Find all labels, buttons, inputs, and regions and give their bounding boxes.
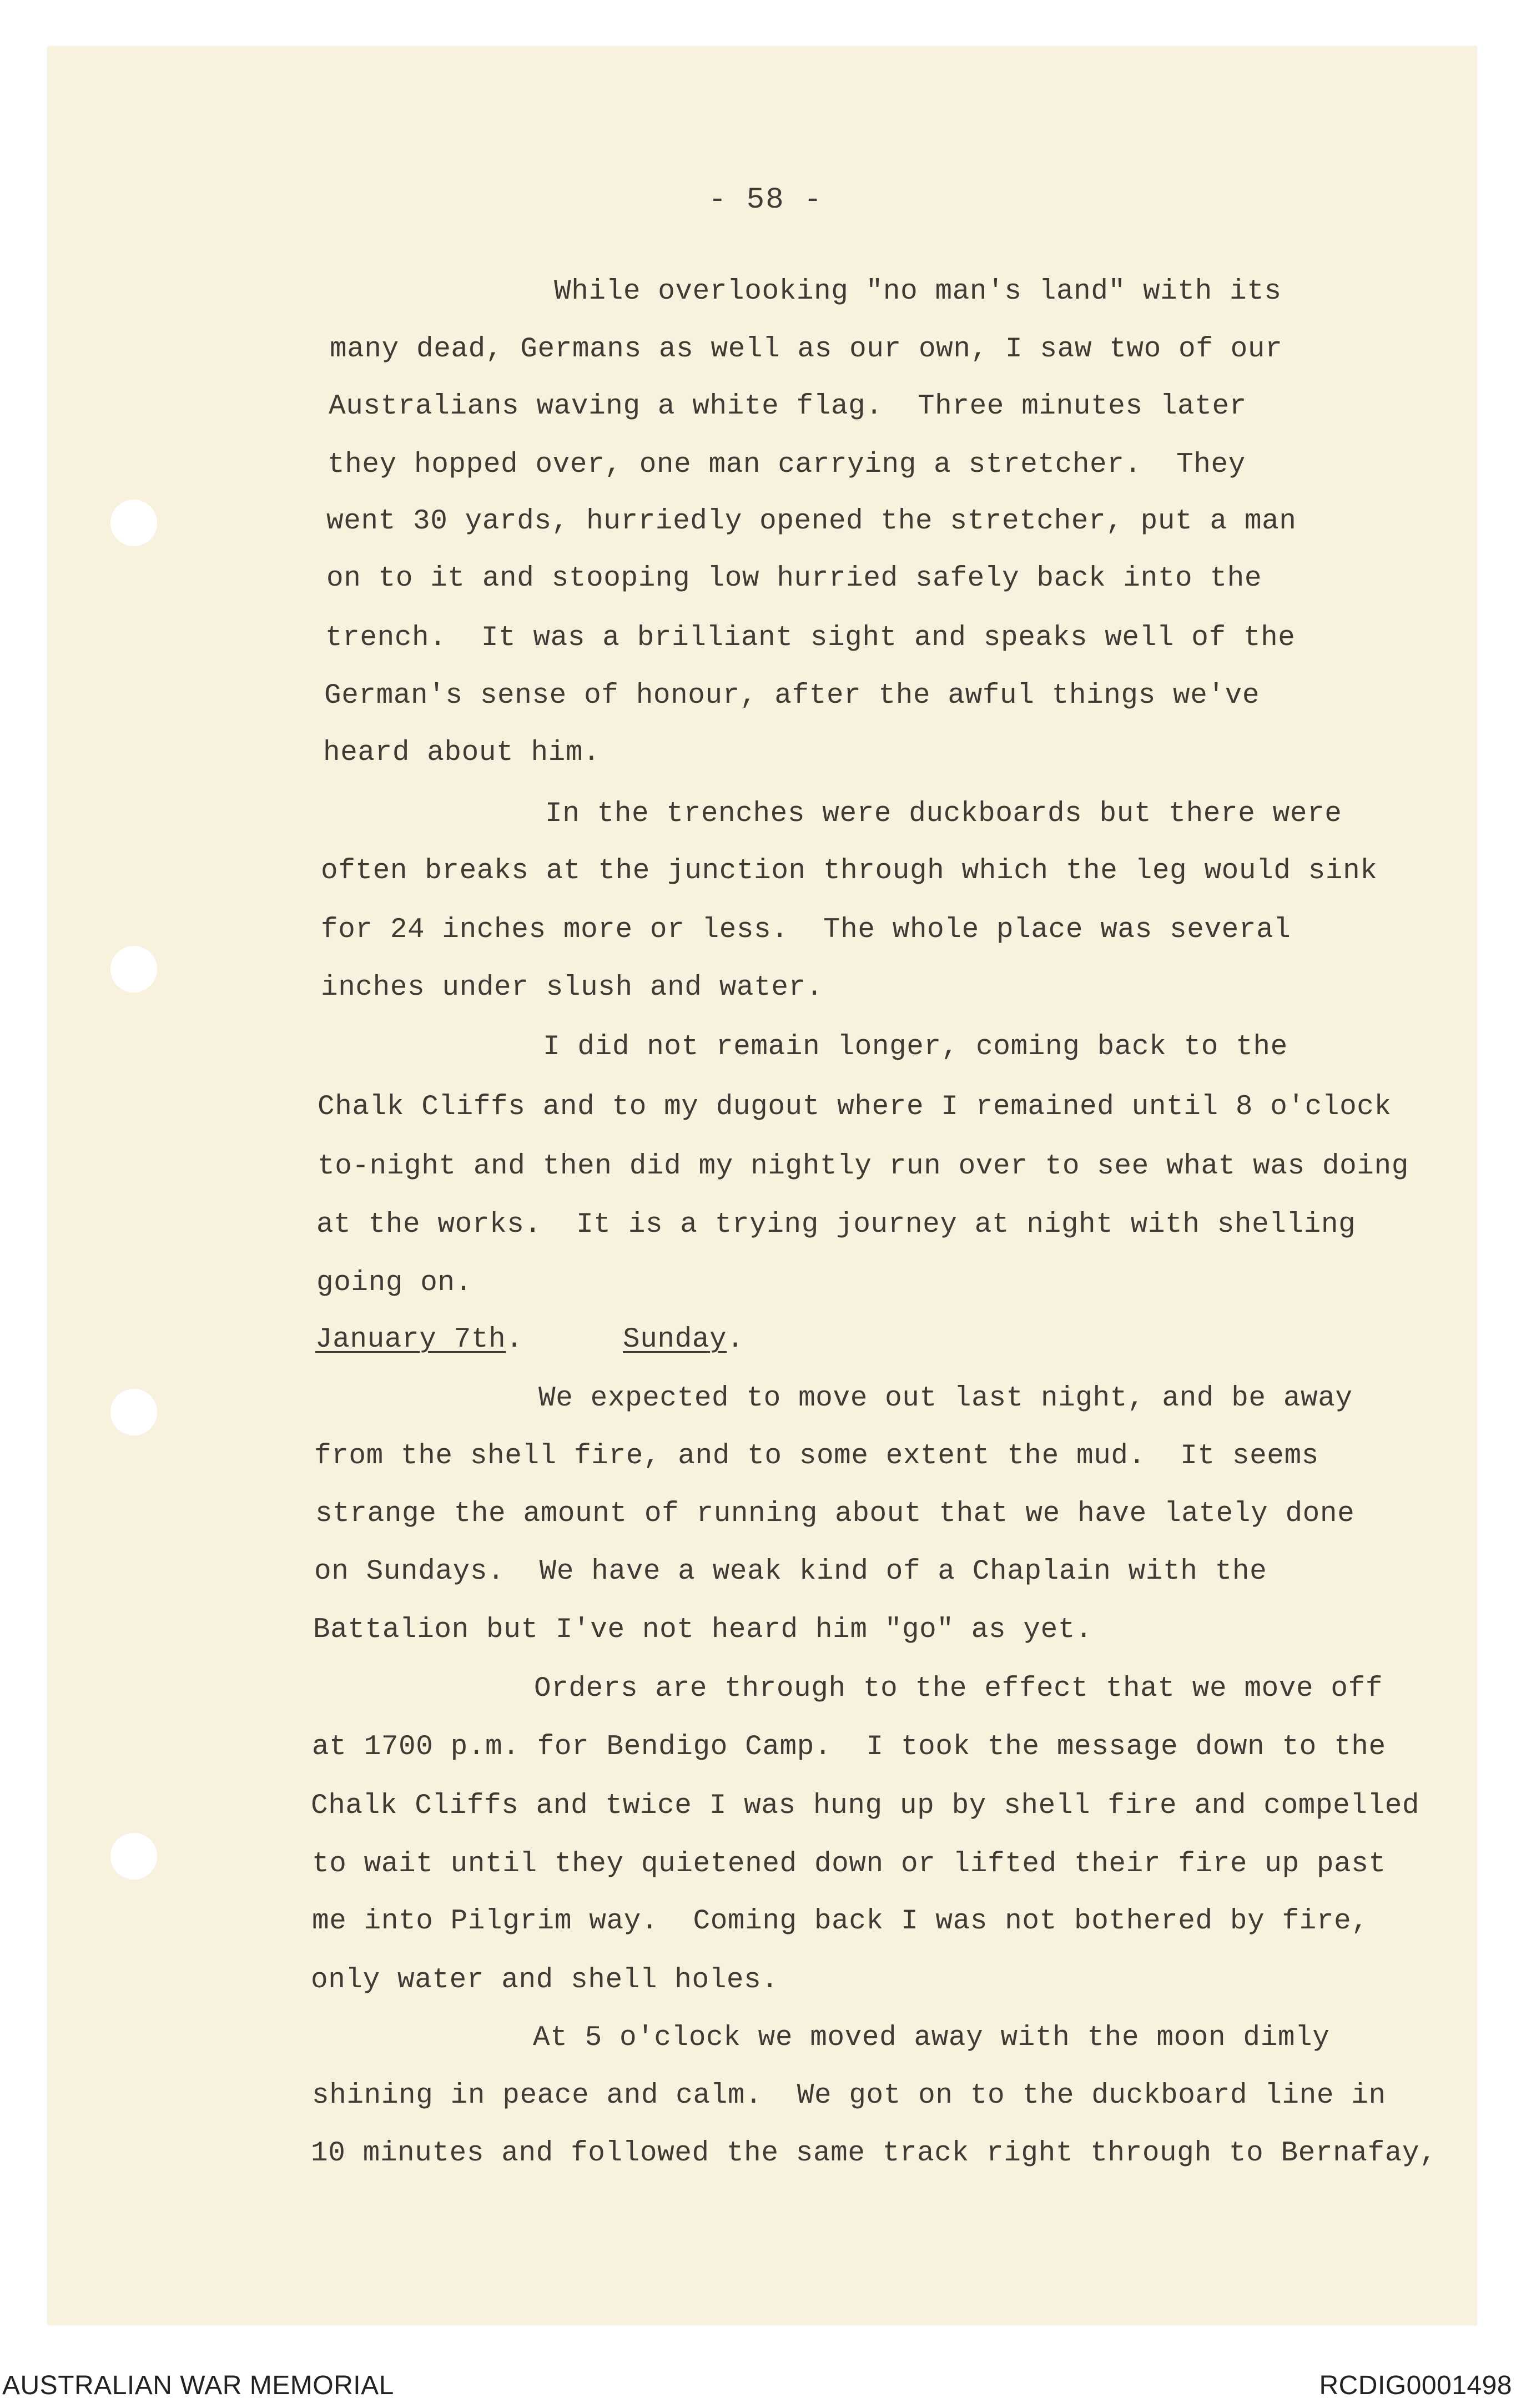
text-line: I did not remain longer, coming back to the — [543, 1031, 1288, 1063]
text-line: In the trenches were duckboards but there were — [545, 798, 1342, 830]
entry-date-punctuation: . — [506, 1324, 523, 1356]
text-line: went 30 yards, hurriedly opened the stretcher, put a man — [326, 506, 1297, 537]
text-line: many dead, Germans as well as our own, I saw two of our — [330, 334, 1283, 365]
footer-record-id: RCDIG0001498 — [1319, 2371, 1512, 2400]
text-line: often breaks at the junction through which the leg would sink — [321, 855, 1378, 887]
text-line: trench. It was a brilliant sight and speaks well of the — [325, 622, 1296, 654]
text-line: Chalk Cliffs and to my dugout where I remained until 8 o'clock — [318, 1091, 1392, 1123]
text-line: at 1700 p.m. for Bendigo Camp. I took the message down to the — [312, 1731, 1386, 1763]
punch-hole — [110, 1833, 157, 1880]
text-line: going on. — [316, 1267, 472, 1299]
text-line: for 24 inches more or less. The whole place was several — [321, 914, 1291, 946]
text-line: strange the amount of running about that we have lately done — [315, 1498, 1355, 1530]
punch-hole — [110, 946, 157, 993]
entry-heading — [315, 1326, 523, 1354]
punch-hole — [110, 1389, 157, 1435]
entry-day — [623, 1326, 744, 1354]
text-line: We expected to move out last night, and be away — [538, 1383, 1353, 1414]
text-line: At 5 o'clock we moved away with the moon dimly — [533, 2022, 1330, 2054]
text-line: Battalion but I've not heard him "go" as yet. — [313, 1614, 1093, 1646]
text-line: German's sense of honour, after the awful things we've — [324, 680, 1260, 712]
text-line: they hopped over, one man carrying a stretcher. They — [328, 449, 1246, 481]
text-line: shining in peace and calm. We got on to the duckboard line in — [312, 2080, 1386, 2112]
text-line: on to it and stooping low hurried safely back into the — [326, 563, 1262, 595]
punch-hole — [110, 500, 157, 546]
text-line: heard about him. — [323, 737, 601, 769]
text-line: from the shell fire, and to some extent the mud. It seems — [314, 1440, 1319, 1472]
text-line: me into Pilgrim way. Coming back I was not bothered by fire, — [312, 1906, 1369, 1937]
text-line: on Sundays. We have a weak kind of a Chaplain with the — [314, 1556, 1267, 1588]
entry-day-name: Sunday — [623, 1324, 727, 1356]
text-line: only water and shell holes. — [311, 1964, 779, 1996]
entry-day-punctuation: . — [727, 1324, 744, 1356]
text-line: inches under slush and water. — [321, 972, 823, 1004]
text-line: to wait until they quietened down or lifted their fire up past — [312, 1848, 1386, 1880]
page-number: - 58 - — [708, 183, 823, 217]
text-line: Australians waving a white flag. Three minutes later — [329, 391, 1247, 422]
footer-institution: AUSTRALIAN WAR MEMORIAL — [2, 2371, 394, 2400]
entry-date: January 7th — [315, 1324, 506, 1356]
text-line: Chalk Cliffs and twice I was hung up by shell fire and compelled — [311, 1790, 1420, 1822]
text-line: to-night and then did my nightly run over to see what was doing — [318, 1151, 1409, 1182]
text-line: While overlooking "no man's land" with its — [554, 276, 1282, 308]
text-line: at the works. It is a trying journey at night with shelling — [316, 1209, 1356, 1241]
text-line: 10 minutes and followed the same track right through to Bernafay, — [311, 2138, 1437, 2169]
text-line: Orders are through to the effect that we move off — [534, 1673, 1383, 1705]
